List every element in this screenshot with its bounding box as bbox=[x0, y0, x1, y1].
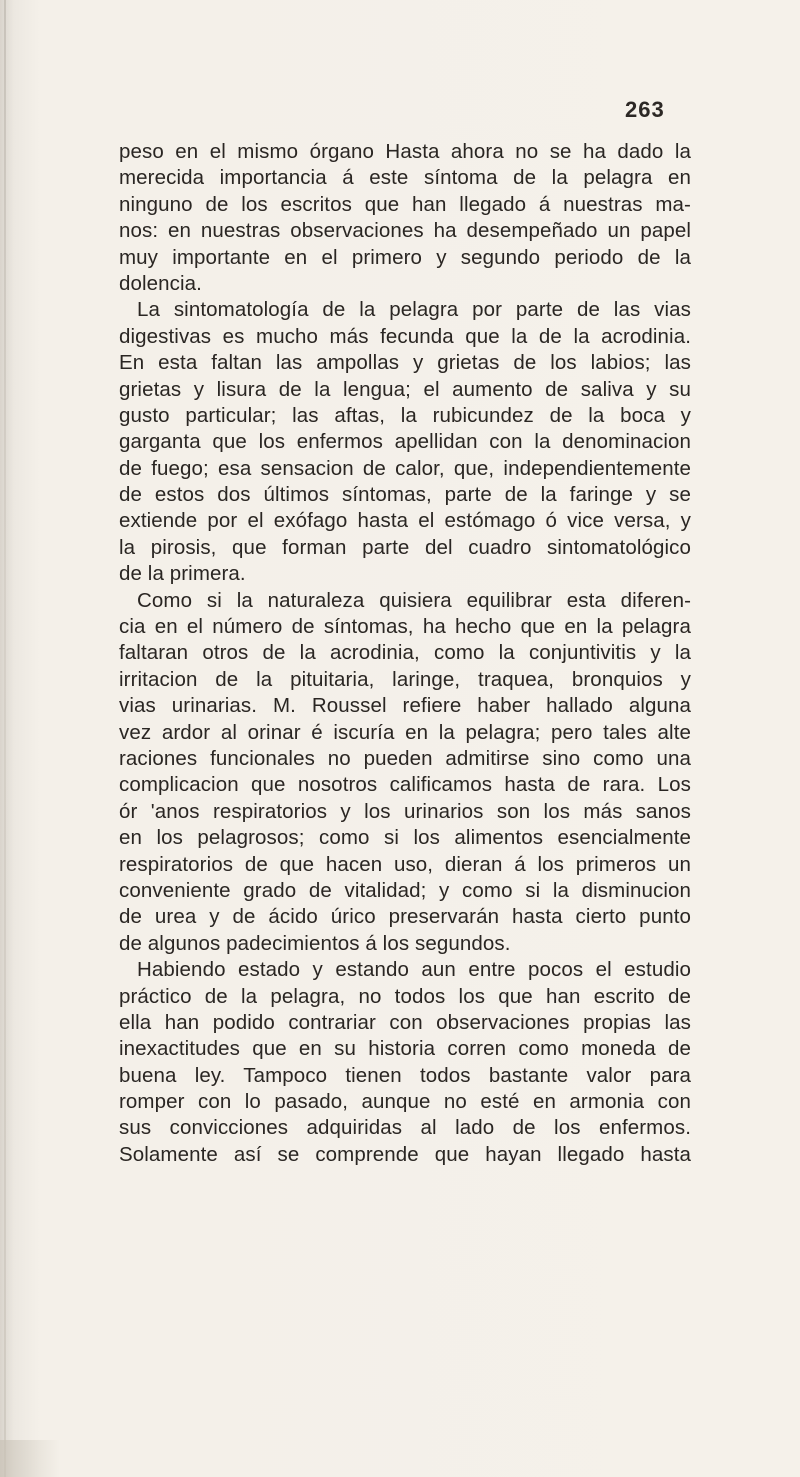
text-line: romper con lo pasado, aunque no esté en armonia con bbox=[119, 1090, 691, 1114]
text-line: peso en el mismo órgano Hasta ahora no se ha dado la bbox=[119, 140, 691, 163]
text-line: la pirosis, que forman parte del cuadro sintomatológico bbox=[119, 535, 691, 559]
text-line: cia en el número de síntomas, ha hecho que en la pelagra bbox=[119, 615, 691, 639]
page-edge-shadow bbox=[0, 1440, 60, 1477]
text-line: extiende por el exófago hasta el estómago ó vice versa, y bbox=[119, 509, 691, 533]
text-line: grietas y lisura de la lengua; el aumento de saliva y su bbox=[119, 377, 691, 401]
text-line: ór 'anos respiratorios y los urinarios son los más sanos bbox=[119, 799, 691, 823]
text-line: complicacion que nosotros calificamos hasta de rara. Los bbox=[119, 773, 691, 797]
text-line: Solamente así se comprende que hayan llegado hasta bbox=[119, 1142, 691, 1166]
text-line: garganta que los enfermos apellidan con la denominacion bbox=[119, 430, 691, 454]
text-line: vez ardor al orinar é iscuría en la pelagra; pero tales alte bbox=[119, 720, 691, 744]
text-line: de fuego; esa sensacion de calor, que, independientemente bbox=[119, 456, 691, 480]
text-line: buena ley. Tampoco tienen todos bastante valor para bbox=[119, 1063, 691, 1087]
paragraph-start: Como si la naturaleza quisiera equilibrar esta diferen- bbox=[137, 588, 691, 612]
text-line: dolencia. bbox=[119, 271, 202, 295]
text-line: raciones funcionales no pueden admitirse sino como una bbox=[119, 746, 691, 770]
page-gutter bbox=[4, 0, 6, 1477]
body-text bbox=[119, 139, 691, 1168]
text-line: de algunos padecimientos á los segundos. bbox=[119, 931, 511, 955]
text-line: conveniente grado de vitalidad; y como si la disminucion bbox=[119, 878, 691, 902]
text-line: En esta faltan las ampollas y grietas de los labios; las bbox=[119, 351, 691, 375]
page-number: 263 bbox=[625, 97, 665, 122]
paragraph-start: La sintomatología de la pelagra por parte de las vias bbox=[137, 298, 691, 322]
text-line: práctico de la pelagra, no todos los que han escrito de bbox=[119, 984, 691, 1008]
text-line: de urea y de ácido úrico preservarán hasta cierto punto bbox=[119, 905, 691, 929]
text-line: irritacion de la pituitaria, laringe, traquea, bronquios y bbox=[119, 667, 691, 691]
text-line: faltaran otros de la acrodinia, como la conjuntivitis y la bbox=[119, 641, 691, 665]
paragraph-start: Habiendo estado y estando aun entre pocos el estudio bbox=[137, 958, 691, 982]
text-line: sus convicciones adquiridas al lado de los enfermos. bbox=[119, 1116, 691, 1140]
text-line: de estos dos últimos síntomas, parte de la faringe y se bbox=[119, 483, 691, 507]
text-line: vias urinarias. M. Roussel refiere haber hallado alguna bbox=[119, 694, 691, 718]
text-line: gusto particular; las aftas, la rubicundez de la boca y bbox=[119, 403, 691, 427]
text-line: respiratorios de que hacen uso, dieran á los primeros un bbox=[119, 852, 691, 876]
text-line: en los pelagrosos; como si los alimentos esencialmente bbox=[119, 826, 691, 850]
text-line: de la primera. bbox=[119, 562, 246, 586]
text-line: merecida importancia á este síntoma de la pelagra en bbox=[119, 166, 691, 190]
text-line: ninguno de los escritos que han llegado á nuestras ma- bbox=[119, 192, 691, 216]
text-line: nos: en nuestras observaciones ha desempeñado un papel bbox=[119, 219, 691, 243]
text-line: ella han podido contrariar con observaciones propias las bbox=[119, 1010, 691, 1034]
text-line: inexactitudes que en su historia corren como moneda de bbox=[119, 1037, 691, 1061]
text-line: digestivas es mucho más fecunda que la de la acrodinia. bbox=[119, 324, 691, 348]
text-line: muy importante en el primero y segundo periodo de la bbox=[119, 245, 691, 269]
